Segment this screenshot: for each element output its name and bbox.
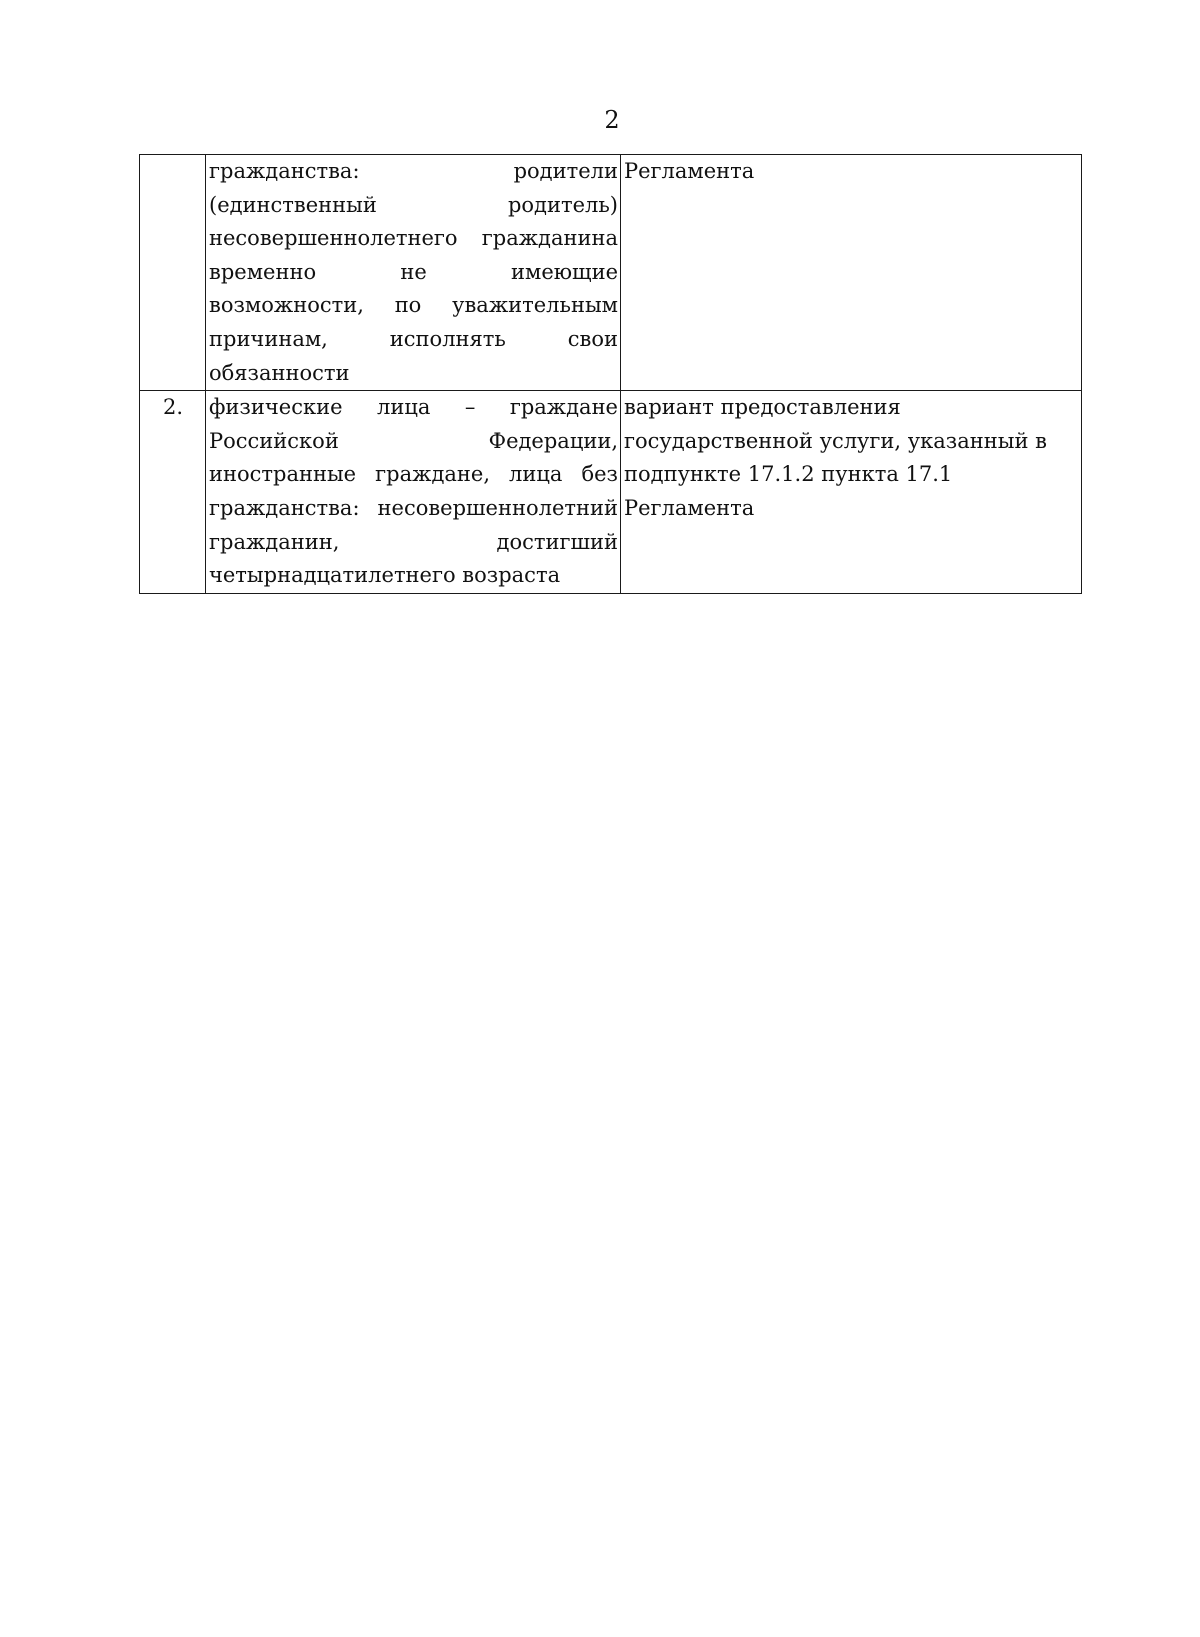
description-line: иностранные граждане, лица без [209,462,618,487]
description-line: возможности, по уважительным [209,293,618,318]
applicant-variants-table [139,154,1082,594]
description-line: гражданства: несовершеннолетний [209,495,618,520]
description-line: причинам, исполнять свои [209,326,618,351]
description-line: гражданин, достигший [209,529,618,554]
variant-line: Регламента [624,495,755,520]
description-line: физические лица – граждане [209,395,618,420]
applicant-description-cell [206,155,621,391]
row-number-cell [140,155,206,391]
variant-line: Регламента [624,159,755,183]
description-line: несовершеннолетнего гражданина [209,226,618,251]
page-number: 2 [604,106,620,134]
applicant-description-cell [206,391,621,594]
service-variant-cell [621,155,1082,391]
table-row [140,391,1082,594]
description-line: четырнадцатилетнего возраста [209,563,561,588]
description-line: Российской Федерации, [209,428,618,453]
variant-line: вариант предоставления [624,395,901,420]
description-line: временно не имеющие [209,259,618,284]
variant-line: государственной услуги, указанный в [624,428,1047,453]
service-variant-cell [621,391,1082,594]
description-line: обязанности [209,360,350,385]
row-number-cell: 2. [140,391,206,594]
variant-line: подпункте 17.1.2 пункта 17.1 [624,462,953,487]
description-line: (единственный родитель) [209,192,618,217]
table-row [140,155,1082,391]
description-line: гражданства: родители [209,159,618,183]
